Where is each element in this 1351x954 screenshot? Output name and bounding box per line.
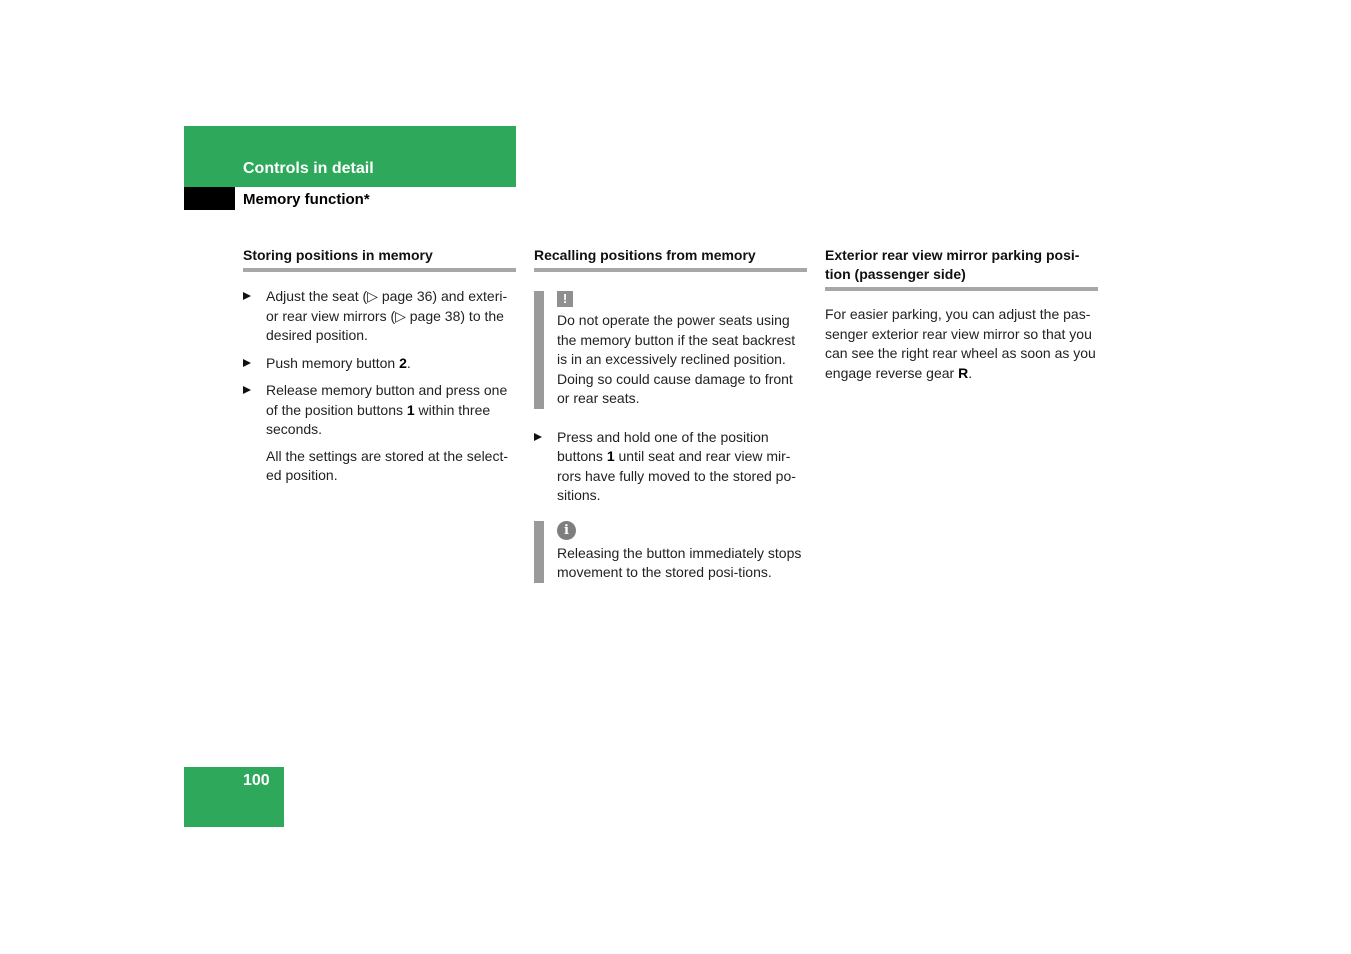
triangle-right-icon bbox=[243, 292, 251, 300]
mirror-text: For easier parking, you can adjust the pas-senger exterior rear view mirror so that you can see the right rear wheel as soon as you engage reverse gear bbox=[825, 306, 1096, 381]
triangle-right-icon bbox=[243, 359, 251, 367]
list-item bbox=[534, 428, 807, 506]
step-text: Adjust the seat (▷ page 36) and exteri-or rear view mirrors (▷ page 38) to the desired position. bbox=[266, 288, 508, 343]
storing-steps bbox=[243, 287, 516, 486]
storing-column bbox=[243, 246, 516, 486]
button-number: 2 bbox=[399, 354, 407, 371]
triangle-right-icon bbox=[243, 386, 251, 394]
mirror-heading: Exterior rear view mirror parking posi-tion (passenger side) bbox=[825, 246, 1098, 291]
info-text: Releasing the button immediately stops movement to the stored posi-tions. bbox=[557, 544, 802, 580]
step-text: Press and hold one of the position buttons bbox=[557, 428, 769, 464]
step-text-end: until seat and rear view mir-rors have fully moved to the stored po-sitions. bbox=[557, 448, 796, 503]
recalling-steps bbox=[534, 428, 807, 506]
step-text-end: . bbox=[406, 354, 411, 371]
step-text-end: within three seconds. bbox=[266, 401, 491, 437]
mirror-text-end: . bbox=[968, 364, 973, 381]
gear-label: R bbox=[958, 364, 969, 381]
section-marker bbox=[184, 187, 235, 210]
list-item bbox=[243, 381, 516, 440]
warning-callout bbox=[534, 291, 807, 409]
info-icon: i bbox=[557, 521, 576, 540]
step-text: Push memory button bbox=[266, 354, 400, 371]
mirror-column bbox=[825, 246, 1098, 383]
list-item bbox=[243, 287, 516, 346]
step-text: Release memory button and press one of the position buttons bbox=[266, 382, 508, 418]
warning-icon: ! bbox=[557, 291, 573, 307]
page-number: 100 bbox=[243, 772, 270, 789]
recalling-heading: Recalling positions from memory bbox=[534, 246, 807, 272]
section-title: Controls in detail bbox=[243, 160, 374, 177]
button-number: 1 bbox=[406, 401, 415, 418]
storing-heading: Storing positions in memory bbox=[243, 246, 516, 272]
button-number: 1 bbox=[606, 448, 615, 464]
warning-text: Do not operate the power seats using the memory button if the seat backrest is in an excessively reclined position. Doing so could cause damage to front or rear seats. bbox=[557, 312, 796, 406]
info-callout bbox=[534, 521, 807, 583]
page-title: Memory function* bbox=[243, 191, 370, 208]
list-item bbox=[243, 354, 516, 374]
recalling-column bbox=[534, 246, 807, 583]
mirror-paragraph bbox=[825, 305, 1098, 383]
storing-result: All the settings are stored at the select-ed position. bbox=[266, 447, 509, 483]
triangle-right-icon bbox=[534, 433, 542, 441]
